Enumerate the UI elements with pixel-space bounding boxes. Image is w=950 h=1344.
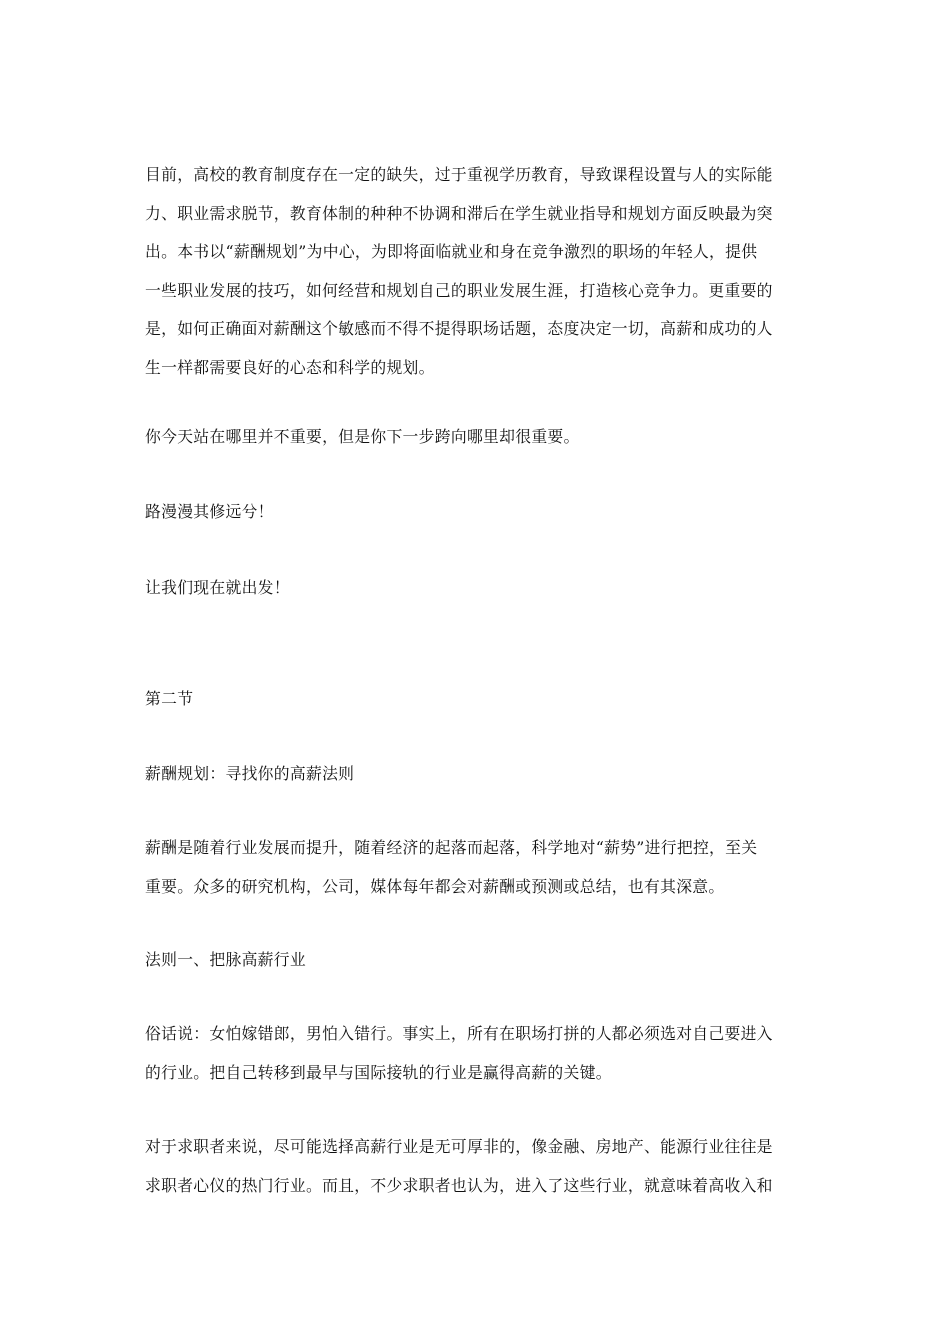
proverb-line: 俗话说：女怕嫁错郎，男怕入错行。事实上，所有在职场打拼的人都必须选对自己要进入 (145, 1024, 773, 1043)
proverb-paragraph (145, 1015, 811, 1092)
job-seeker-line: 求职者心仪的热门行业。而且，不少求职者也认为，进入了这些行业，就意味着高收入和 (145, 1175, 773, 1195)
salary-line: 重要。众多的研究机构，公司，媒体每年都会对薪酬或预测或总结，也有其深意。 (145, 876, 725, 896)
proverb-line: 的行业。把自己转移到最早与国际接轨的行业是赢得高薪的关键。 (145, 1062, 612, 1082)
rule-one-heading: 法则一、把脉高薪行业 (145, 950, 306, 969)
job-seeker-line: 对于求职者来说，尽可能选择高薪行业是无可厚非的，像金融、房地产、能源行业往往是 (145, 1137, 773, 1156)
quote-paragraph: 你今天站在哪里并不重要，但是你下一步跨向哪里却很重要。 (145, 427, 580, 446)
intro-line: 力、职业需求脱节，教育体制的种种不协调和滞后在学生就业指导和规划方面反映最为突 (145, 203, 773, 223)
intro-line: 生一样都需要良好的心态和科学的规划。 (145, 357, 435, 377)
salary-line: 薪酬是随着行业发展而提升，随着经济的起落而起落，科学地对“薪势”进行把控，至关 (145, 838, 758, 857)
intro-paragraph (145, 156, 811, 387)
intro-line: 出。本书以“薪酬规划”为中心，为即将面临就业和身在竞争激烈的职场的年轻人，提供 (145, 242, 758, 261)
intro-line: 是，如何正确面对薪酬这个敏感而不得不提得职场话题，态度决定一切，高薪和成功的人 (145, 319, 773, 338)
section-label: 第二节 (145, 689, 194, 708)
job-seeker-paragraph (145, 1128, 811, 1205)
poem-line: 路漫漫其修远兮！ (145, 502, 274, 521)
section-title: 薪酬规划：寻找你的高薪法则 (145, 764, 355, 783)
salary-paragraph (145, 829, 811, 906)
intro-line: 一些职业发展的技巧，如何经营和规划自己的职业发展生涯，打造核心竞争力。更重要的 (145, 280, 773, 300)
intro-line: 目前，高校的教育制度存在一定的缺失，过于重视学历教育，导致课程设置与人的实际能 (145, 165, 773, 184)
call-to-action-line: 让我们现在就出发！ (145, 578, 290, 597)
